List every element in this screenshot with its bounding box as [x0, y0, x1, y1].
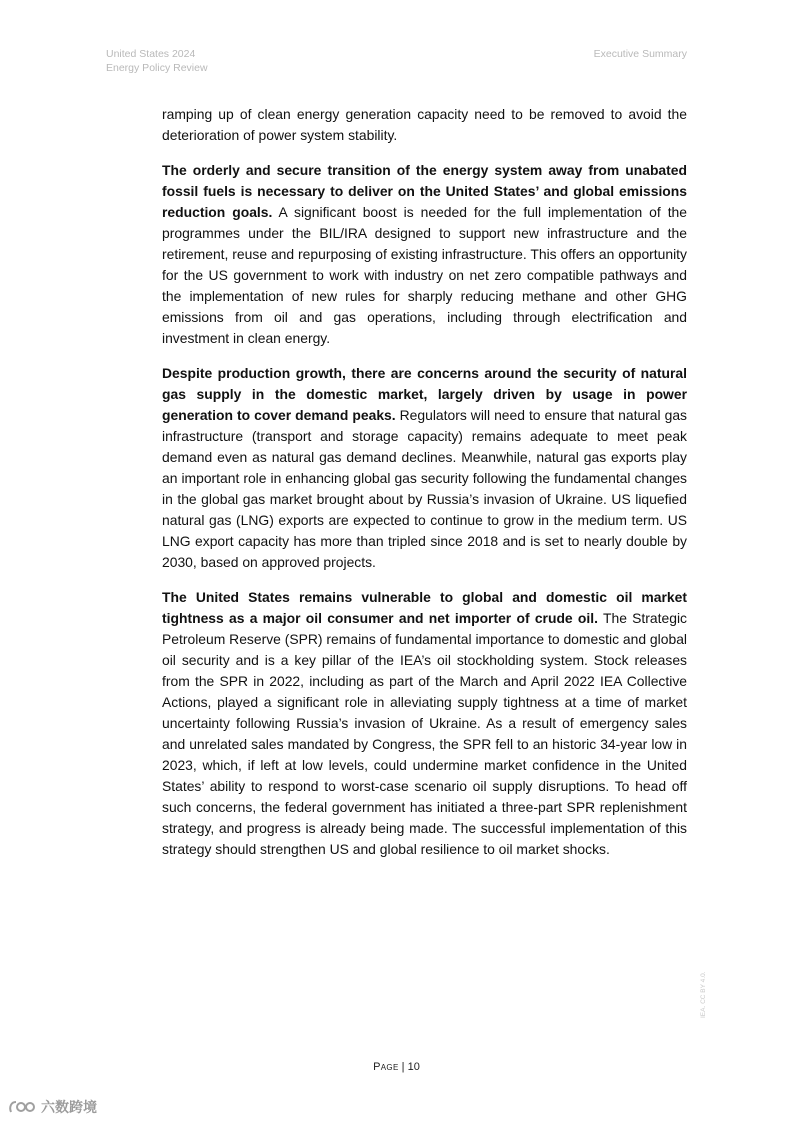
- section-title: Executive Summary: [593, 48, 687, 60]
- paragraph: [162, 160, 687, 349]
- license-note: IEA. CC BY 4.0.: [700, 971, 707, 1018]
- watermark-text: 六数跨境: [41, 1099, 97, 1115]
- paragraph-body: A significant boost is needed for the full implementation of the programmes under the BIL/IRA designed to support new infrastructure and the retirement, reuse and repurposing of existing infrastructure. This offers an opportunity for the US government to work with industry on net zero compatible pathways and the implementation of new rules for sharply reducing methane and other GHG emissions from oil and gas operations, including through electrification and investment in clean energy.: [162, 204, 688, 346]
- page-number: 10: [407, 1061, 420, 1073]
- paragraph-body: ramping up of clean energy generation capacity need to be removed to avoid the deterioration of power system stability.: [162, 106, 687, 143]
- page-footer: [0, 1061, 793, 1073]
- page-separator: |: [401, 1061, 405, 1073]
- paragraph: [162, 587, 687, 860]
- report-title: United States 2024: [106, 48, 196, 60]
- paragraph-body: The Strategic Petroleum Reserve (SPR) remains of fundamental importance to domestic and global oil security and is a key pillar of the IEA’s oil stockholding system. Stock releases from the SPR in 2022, including as part of the March and April 2022 IEA Collective Actions, played a significant role in alleviating supply tightness at a time of market uncertainty following Russia’s invasion of Ukraine. As a result of emergency sales and unrelated sales mandated by Congress, the SPR fell to an historic 34-year low in 2023, which, if left at low levels, could undermine market confidence in the United States’ ability to respond to worst-case scenario oil supply disruptions. To head off such concerns, the federal government has initiated a three-part SPR replenishment strategy, and progress is already being made. The successful implementation of this strategy should strengthen US and global resilience to oil market shocks.: [162, 610, 688, 857]
- paragraph-lead: Despite production growth, there are concerns around the security of natural gas supply in the domestic market, largely driven by usage in power generation to cover demand peaks.: [162, 365, 687, 423]
- body-text: [162, 104, 687, 874]
- paragraph-lead: The United States remains vulnerable to global and domestic oil market tightness as a major oil consumer and net importer of crude oil.: [162, 589, 687, 626]
- paragraph: [162, 104, 687, 146]
- watermark: [8, 1097, 97, 1117]
- paragraph: [162, 363, 687, 573]
- ksp-logo-icon: [8, 1098, 36, 1116]
- running-header-left: [106, 47, 208, 75]
- page-label: Page: [373, 1061, 399, 1073]
- report-subtitle: Energy Policy Review: [106, 62, 208, 74]
- paragraph-lead: The orderly and secure transition of the energy system away from unabated fossil fuels is necessary to deliver on the United States’ and global emissions reduction goals.: [162, 162, 687, 220]
- paragraph-body: Regulators will need to ensure that natural gas infrastructure (transport and storage capacity) remains adequate to meet peak demand even as natural gas demand declines. Meanwhile, natural gas exports play an important role in enhancing global gas security following the fundamental changes in the global gas market brought about by Russia’s invasion of Ukraine. US liquefied natural gas (LNG) exports are expected to continue to grow in the medium term. US LNG export capacity has more than tripled since 2018 and is set to nearly double by 2030, based on approved projects.: [162, 407, 687, 570]
